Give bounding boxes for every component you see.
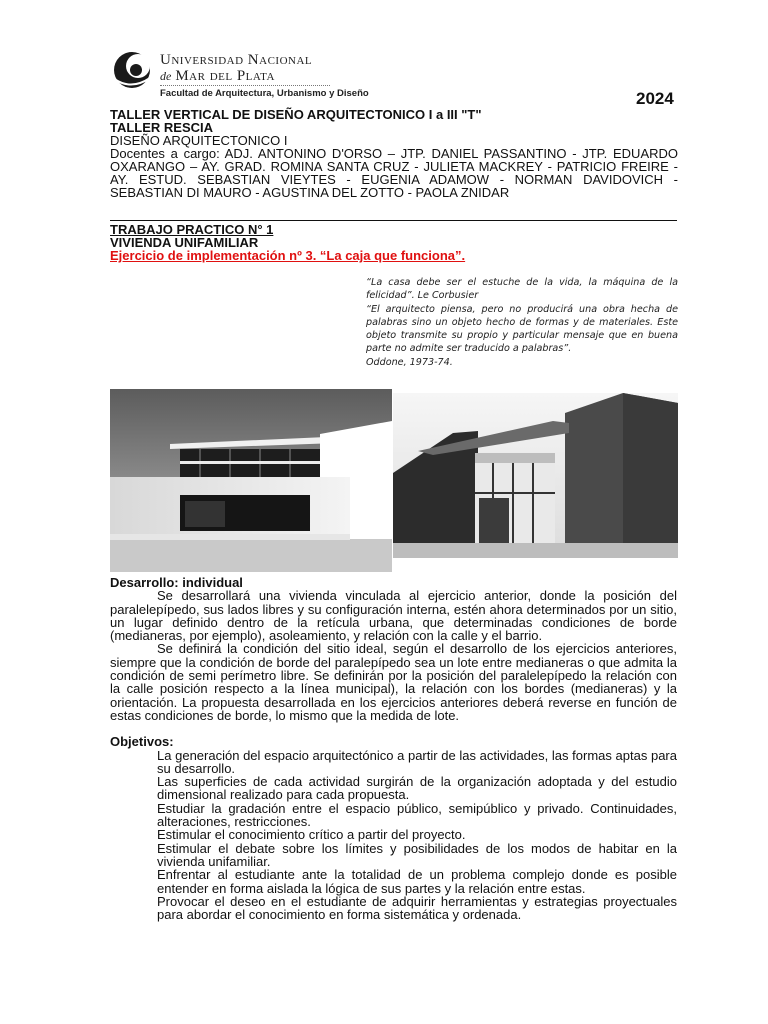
assignment-title-block	[110, 223, 465, 262]
logo-divider	[160, 85, 330, 87]
year: 2024	[636, 89, 674, 108]
assignment-title: TRABAJO PRACTICO N° 1	[110, 222, 274, 237]
epigraph-quote	[366, 276, 678, 369]
body-text	[110, 576, 677, 921]
assignment-subtitle: VIVIENDA UNIFAMILIAR	[110, 235, 259, 250]
faculty-name: Facultad de Arquitectura, Urbanismo y Diseño	[160, 88, 369, 99]
university-name-line2: de Mar del Plata	[160, 68, 275, 84]
model-photo-left	[110, 389, 392, 572]
objetivos-heading: Objetivos:	[110, 734, 174, 750]
list-item: Estimular el debate sobre los límites y posibilidades de los modos de habitar en la vivienda unifamiliar.	[157, 840, 677, 869]
desarrollo-heading: Desarrollo: individual	[110, 575, 243, 590]
course-header	[110, 108, 678, 199]
header-divider	[110, 220, 677, 221]
university-emblem-icon	[112, 50, 156, 92]
desarrollo-paragraph-1: Se desarrollará una vivienda vinculada al ejercicio anterior, donde la posición del paralelepípedo, sus lados libres y su configuración interna, estén ahora determinados por un sitio, un lugar definido dentro de la retícula urbana, que determinadas condiciones de borde (medianeras, por ejemplo), asoleamiento, y relación con la calle y el barrio.	[110, 588, 677, 644]
taller-name: TALLER RESCIA	[110, 120, 214, 135]
university-logo	[112, 50, 392, 102]
list-item: Las superficies de cada actividad surgirán de la organización adoptada y del estudio dimensional realizado para cada propuesta.	[157, 774, 677, 803]
model-photo-right	[393, 393, 678, 558]
docentes-list: Docentes a cargo: ADJ. ANTONINO D'ORSO – JTP. DANIEL PASSANTINO - JTP. EDUARDO OXARANGO – AY. GRAD. ROMINA SANTA CRUZ - JULIETA MACKREY - PATRICIO FREIRE -AY. ESTUD. SEBASTIAN VIEYTES - EUGENIA ADAMOW - NORMAN DAVIDOVICH - SEBASTIAN DI MAURO - AGUSTINA DEL ZOTTO - PAOLA ZNIDAR	[110, 146, 678, 200]
quote-oddone-source: Oddone, 1973-74.	[366, 356, 453, 368]
university-name-line1: Universidad Nacional	[160, 52, 313, 68]
list-item: Enfrentar al estudiante ante la totalidad de un problema complejo donde es posible entender en forma aislada la lógica de sus partes y la relación entre estas.	[157, 867, 677, 896]
taller-vertical-title: TALLER VERTICAL DE DISEÑO ARQUITECTONICO I a III "T"	[110, 107, 482, 122]
list-item: La generación del espacio arquitectónico a partir de las actividades, las formas aptas para su desarrollo.	[157, 747, 677, 776]
list-item: Estimular el conocimiento crítico a partir del proyecto.	[157, 827, 466, 843]
list-item: Provocar el deseo en el estudiante de adquirir herramientas y estrategias proyectuales para abordar el conocimiento en forma sistemática y ordenada.	[157, 893, 677, 923]
exercise-title: Ejercicio de implementación nº 3. “La caja que funciona”.	[110, 248, 466, 263]
list-item: Estudiar la gradación entre el espacio público, semipúblico y privado. Continuidades, alteraciones, restricciones.	[157, 800, 677, 830]
quote-oddone: “El arquitecto piensa, pero no producirá una obra hecha de palabras sino un objeto hecho de formas y de materiales. Este objeto transmite su propio y particular mensaje que en buena parte no admite ser traducido a palabras”.	[366, 303, 678, 355]
course-name: DISEÑO ARQUITECTONICO I	[110, 133, 288, 148]
quote-le-corbusier: “La casa debe ser el estuche de la vida, la máquina de la felicidad”. Le Corbusier	[366, 277, 678, 302]
objetivos-list	[110, 749, 677, 922]
desarrollo-paragraph-2: Se definirá la condición del sitio ideal, según el desarrollo de los ejercicios anteriores, siempre que la condición de borde del paralepípedo sea un lote entre medianeras o que admita la condición de semi perímetro libre. Se definirán por la posición del paralelepípedo la relación con la calle posición respecto a la línea municipal), la relación con los bordes (medianeras) y la orientación. La propuesta desarrollada en los ejercicios anteriores deberá reverse en función de estas condiciones de borde, lo mismo que la medida de lote.	[110, 641, 677, 723]
